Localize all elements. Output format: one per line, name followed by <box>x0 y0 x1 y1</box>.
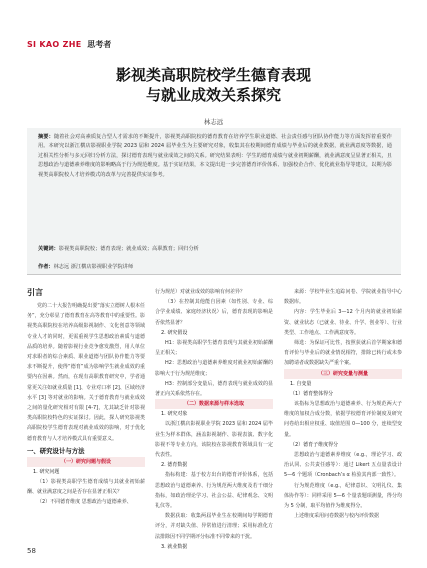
brand-label: SI KAO ZHE <box>27 40 82 49</box>
section-heading: 一、研究设计与方法 <box>27 446 85 455</box>
item-heading: 1. 研究对象 <box>161 411 188 418</box>
keywords-text: 影视类高职院校；德育表现；就业成效；高职教育；回归分析 <box>58 246 199 252</box>
keywords <box>38 245 392 252</box>
body-column-2 <box>155 287 273 552</box>
paragraph: 行为规范）对就业成效的影响有何差异？ <box>155 289 246 295</box>
paragraph: 上述维度采用问卷数据与校内评价数据 <box>294 513 380 520</box>
article-title-line2: 与就业成效关系探究 <box>145 86 281 104</box>
item-heading: 1. 研究问题 <box>33 468 60 475</box>
paragraph: 内容：学生毕业后 3—12 个月内的就业初始薪资、就业状态（已就业、待业、升学、创业等）、行业类型、工作地点、工作满意度等。 <box>284 309 402 336</box>
subsection-heading: （二）数据来源与样本选取 <box>155 399 273 409</box>
paragraph: （2）不同德育维度 思想政治与道德素养、 <box>37 499 132 506</box>
paragraph: H1：影视类高职学生德育表现与其就业初始薪酬呈正相关； <box>155 340 273 357</box>
abstract <box>38 133 392 180</box>
author-info-label: 作者： <box>38 264 54 270</box>
keywords-label: 关键词： <box>38 246 59 252</box>
author-info <box>38 263 392 270</box>
paragraph: H2：思想政治与道德素养维度对就业初始薪酬的影响大于行为规范维度； <box>155 360 273 377</box>
item-heading: 3. 就业数据 <box>161 543 188 550</box>
item-heading: 2. 德育数据 <box>161 462 188 469</box>
intro-heading: 引言 <box>27 288 43 297</box>
paragraph: 行为规范维度（e.g.，纪律意识、文明礼仪、集体协作等）：同样采用 5—6 个量表题项测量，得分均为 5 分制，取平均值作为维度得分。 <box>284 482 402 510</box>
paragraph: 以浙江横店影视职业学院 2023 届和 2024 届毕业生为样本群体，涵盖影视制作、影视表演、数字化影视不等专业方向，该院校在影视教育领域具有一定代表性。 <box>155 421 273 459</box>
paragraph: （3）在控制其他能自因素（如性别、专业、综合学业成绩、家庭经济状况）后，德育表现的影响是否依然显著？ <box>155 299 273 326</box>
subsection-heading: （三）研究变量与测量 <box>284 369 402 379</box>
author-name: 林志远 <box>203 118 224 126</box>
paragraph: 指标构建：基于校方出台的德育评价体系，包括思想政治与道德素养、行为规范两大维度及若干细分指标，如政治理论学习、社会公益、纪律观念、文明礼仪等。 <box>155 472 273 510</box>
abstract-text: 随着社会对高素质复合型人才需求的不断提升，影视类高职院校的德育教育在培养学生职业道德、社会责任感与团队协作能力等方面发挥着重要作用。本研究以浙江横店影视职业学院 2023 届和 2024 届毕业生为主要研究对象，收集其在校期间德育成绩与毕业后的就业数据，就业满意度等数据，通过相关性分析与多元回归分析方法，探讨德育表现与就业成效之间的关系。研究结果表明：学生的德育成绩与就业初期薪酬，就业满意度呈显著正相关，且思想政治与道德素养维度的影响略高于行为规范维度。基于实证结果，本文提出进一步完善德育评价体系、加强校企合作、优化就业指导等建议，以期为影视类高职院校人才培养模式的改革与完善提供实证参考。 <box>38 134 392 178</box>
paragraph: （1）影视类高职学生德育成绩与其就业初始薪酬、就业满意度之间是否存在显著正相关？ <box>27 479 145 496</box>
paragraph: 筛选：为保证可比性，按照获就后首学期家和德育评价与毕业后的就业情况相符，排除已转行或未参加聘请者或数据缺失严重个案。 <box>284 340 402 367</box>
item-heading: 2. 研究假设 <box>161 329 188 336</box>
author-info-text: 林志远 浙江横店影视职业学院讲师 <box>53 264 134 270</box>
paragraph: 党的二十大报告明确提出要“落实立德树人根本任务”，充分彰显了德育教育在高等教育中的重要性。影视类高职院校在培养高级影视制作、文化创意等领域专业人才的同时，更需重视学生思想政治素质与道德品质的培养。随着影视行业竞争愈发激烈，用人单位对求职者的综合素质、职业道德与团队协作能力等要求不断提升，使得“德育”成为影响学生就业成效的重要内在因素。然而，在现有高职教育研究中，学者通常更关注如就业质量 [1]、专业对口率 [2]、区域经济水平 [3] 等对就业的影响。关于德育教育与就业成效之间的量化研究相对有限 [4-7]，尤其缺乏针对影视类高职院校特色的实证探讨。因此，探人研究影视类高职院校学生德育表现对就业成效的影响，对于优化德育教育与人才培养模式具有重要意义。 <box>27 303 145 442</box>
body-column-3 <box>284 287 402 521</box>
abstract-label: 摘要： <box>38 134 54 140</box>
body-column-1 <box>27 287 145 508</box>
paragraph: 思想政治与道德素养维度（e.g.，理论学习、政治认同、公共责任感等）：通过 Likert 五点量表设计 5—6 个题项（Cronbach’s α 检验其内部一致性）。 <box>284 452 402 479</box>
item-heading: （2）德育子维度得分 <box>290 441 339 448</box>
paragraph: 来源：学校毕业生追踪问卷、学院就业指导中心数据库。 <box>284 289 402 306</box>
item-heading: （1）德育整体得分 <box>290 390 334 397</box>
item-heading: 1. 自变量 <box>290 380 312 387</box>
page-number: 58 <box>27 547 36 555</box>
paragraph: H3：控制部分变量后，德育表现与就业成效的显著正向关系依然存在。 <box>155 380 273 398</box>
paragraph: 数据获取：收集两届毕业生在校期间每学期德育评分，并对缺失值、异常值进行清理；采用标准化方法排除因不同学期评分标准不同带来的干扰。 <box>155 513 273 540</box>
section-label: 思考者 <box>87 40 112 49</box>
paragraph: 该指标为思想政治与道德素养、行为规范两大子维度的加权合成分数，依据学校德育评价制度及研究问卷给出相应权重、取值范围 0—100 分，连续型变量。 <box>284 401 402 438</box>
running-header <box>27 39 111 50</box>
subsection-heading: （一）研究问题与假设 <box>27 457 145 467</box>
article-title-line1: 影视类高职院校学生德育表现 <box>115 66 311 84</box>
